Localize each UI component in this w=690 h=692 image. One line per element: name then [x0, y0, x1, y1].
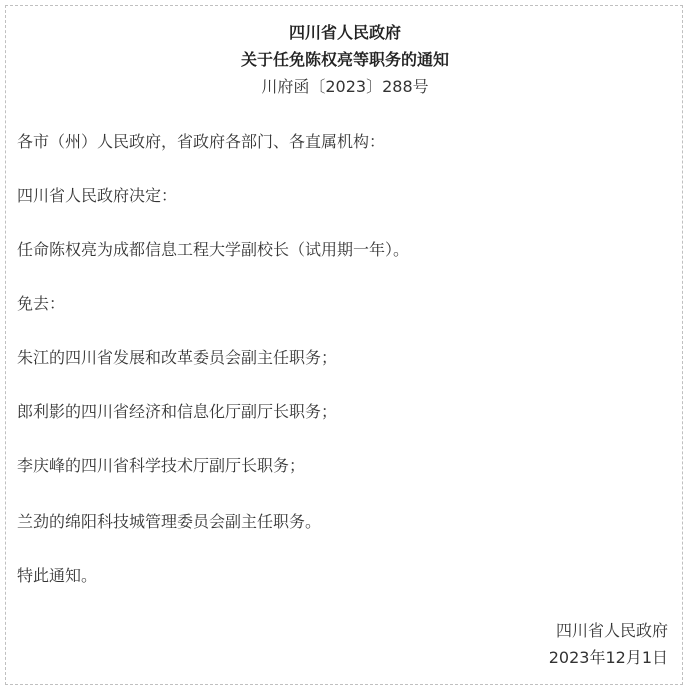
removal-item: 郎利影的四川省经济和信息化厅副厅长职务； — [17, 402, 338, 421]
appointment: 任命陈权亮为成都信息工程大学副校长（试用期一年）。 — [17, 240, 410, 259]
closing: 特此通知。 — [17, 566, 98, 585]
document-number: 川府函〔2023〕288号 — [261, 77, 429, 96]
salutation: 各市（州）人民政府，省政府各部门、各直属机构： — [17, 132, 386, 151]
removal-heading: 免去： — [17, 294, 66, 313]
document-subject: 关于任免陈权亮等职务的通知 — [240, 50, 449, 69]
removal-item: 朱江的四川省发展和改革委员会副主任职务； — [17, 348, 338, 367]
signature-date: 2023年12月1日 — [548, 648, 668, 667]
signature-organization: 四川省人民政府 — [555, 621, 668, 640]
removal-item: 兰劲的绵阳科技城管理委员会副主任职务。 — [17, 512, 322, 531]
decision-intro: 四川省人民政府决定： — [17, 186, 178, 205]
document-border — [5, 5, 683, 685]
issuer-title: 四川省人民政府 — [288, 23, 401, 42]
removal-item: 李庆峰的四川省科学技术厅副厅长职务； — [17, 456, 306, 475]
